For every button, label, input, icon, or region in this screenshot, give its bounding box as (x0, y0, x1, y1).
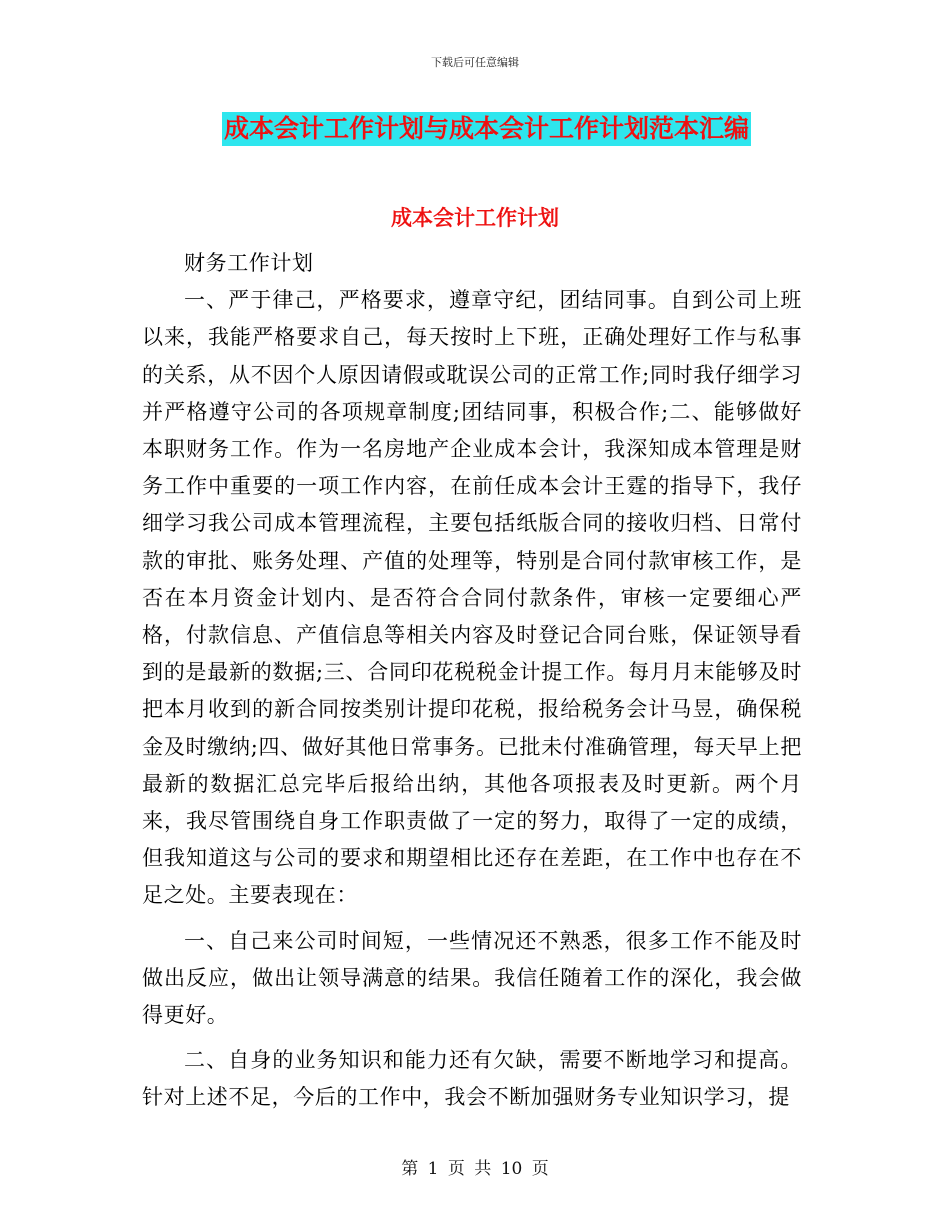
header-note: 下载后可任意编辑 (431, 56, 519, 69)
section-title: 成本会计工作计划 (391, 206, 559, 230)
paragraph-heading: 财务工作计划 (184, 251, 314, 275)
paragraph: 一、严于律己，严格要求，遵章守纪，团结同事。自到公司上班以来，我能严格要求自己，每天按时上下班，正确处理好工作与私事的关系，从不因个人原因请假或耽误公司的正常工作;同时我仔细学习并严格遵守公司的各项规章制度;团结同事，积极合作;二、能够做好本职财务工作。作为一名房地产企业成本会计，我深知成本管理是财务工作中重要的一项工作内容，在前任成本会计王霆的指导下，我仔细学习我公司成本管理流程，主要包括纸版合同的接收归档、日常付款的审批、账务处理、产值的处理等，特别是合同付款审核工作，是否在本月资金计划内、是否符合合同付款条件，审核一定要细心严格，付款信息、产值信息等相关内容及时登记合同台账，保证领导看到的是最新的数据;三、合同印花税税金计提工作。每月月末能够及时把本月收到的新合同按类别计提印花税，报给税务会计马昱，确保税金及时缴纳;四、做好其他日常事务。已批未付准确管理，每天早上把最新的数据汇总完毕后报给出纳，其他各项报表及时更新。两个月来，我尽管围绕自身工作职责做了一定的努力，取得了一定的成绩，但我知道这与公司的要求和期望相比还存在差距，在工作中也存在不足之处。主要表现在： (142, 288, 802, 908)
main-title: 成本会计工作计划与成本会计工作计划范本汇编 (222, 112, 751, 146)
paragraph: 一、自己来公司时间短，一些情况还不熟悉，很多工作不能及时做出反应，做出让领导满意的结果。我信任随着工作的深化，我会做得更好。 (142, 928, 802, 1028)
paragraph: 二、自身的业务知识和能力还有欠缺，需要不断地学习和提高。针对上述不足，今后的工作中，我会不断加强财务专业知识学习，提 (142, 1048, 802, 1110)
page-footer: 第 1 页 共 10 页 (401, 1159, 549, 1179)
document-body (142, 245, 802, 1117)
